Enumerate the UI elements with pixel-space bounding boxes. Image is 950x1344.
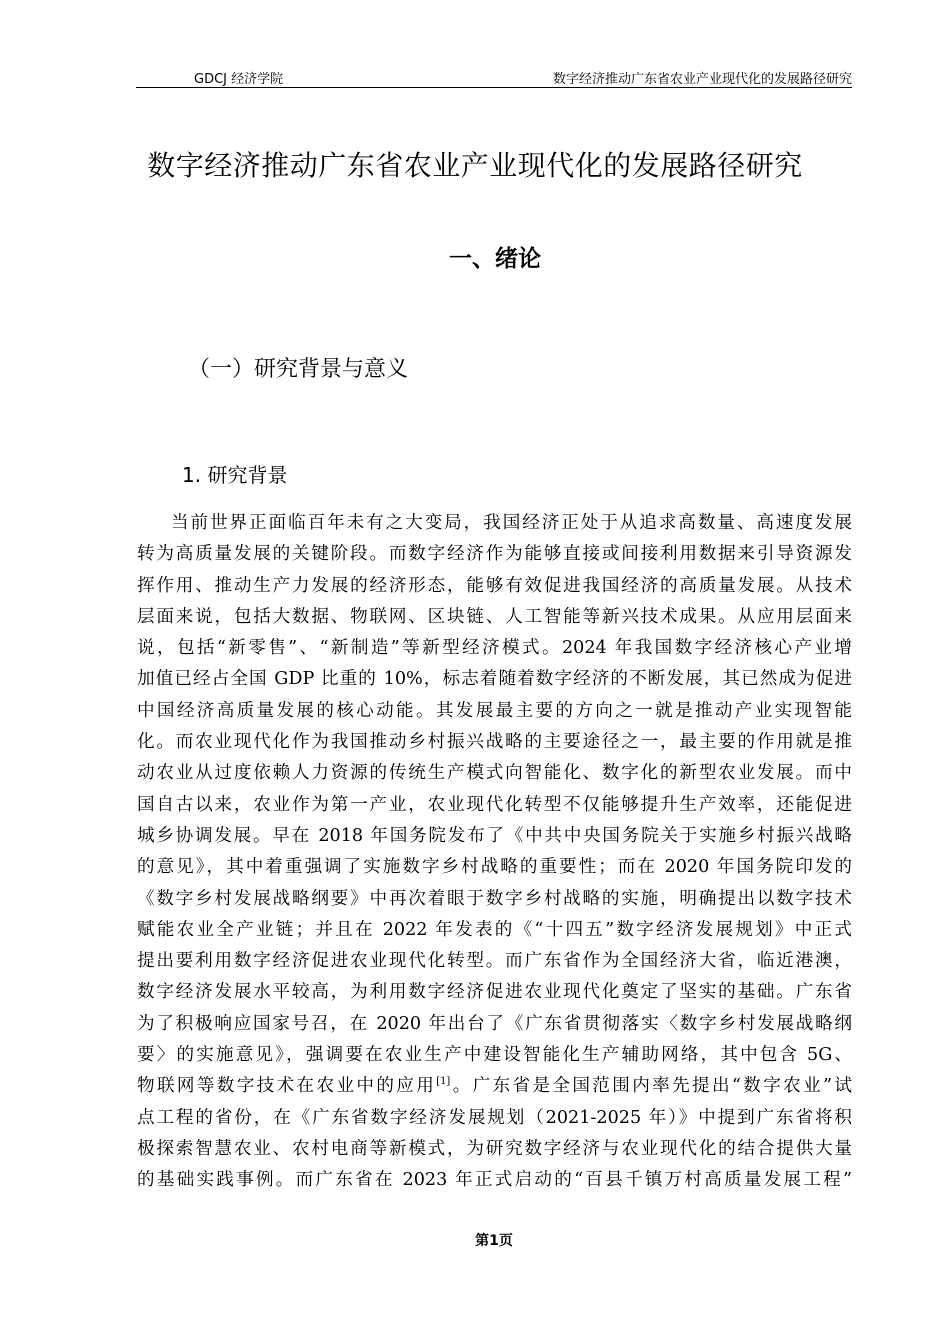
paragraph-line: 极探索智慧农业、农村电商等新模式，为研究数字经济与农业现代化的结合提供大量: [137, 1138, 852, 1159]
header-left-text: GDCJ 经济学院: [194, 72, 284, 87]
section-heading: （一）研究背景与意义: [188, 357, 409, 382]
page-number: 第1页: [475, 1233, 513, 1249]
paragraph-line: 中国经济高质量发展的核心动能。其发展最主要的方向之一就是推动产业实现智能: [137, 700, 852, 721]
paragraph-line: 国自古以来，农业作为第一产业，农业现代化转型不仅能够提升生产效率，还能促进: [137, 794, 852, 815]
body-paragraph: [137, 508, 852, 1197]
chapter-heading: 一、绪论: [449, 246, 541, 272]
paragraph-line: 层面来说，包括大数据、物联网、区块链、人工智能等新兴技术成果。从应用层面来: [137, 606, 852, 627]
paragraph-line: 提出要利用数字经济促进农业现代化转型。而广东省作为全国经济大省，临近港澳，: [137, 951, 852, 972]
paragraph-line-tail: 。广东省是全国范围内率先提出“数字农业”试: [450, 1076, 852, 1097]
paragraph-line: 的基础实践事例。而广东省在 2023 年正式启动的“百县千镇万村高质量发展工程”: [137, 1170, 852, 1191]
paragraph-line: 动农业从过度依赖人力资源的传统生产模式向智能化、数字化的新型农业发展。而中: [137, 763, 852, 784]
paragraph-line: 城乡协调发展。早在 2018 年国务院发布了《中共中央国务院关于实施乡村振兴战略: [137, 825, 852, 846]
paragraph-line: 加值已经占全国 GDP 比重的 10%，标志着随着数字经济的不断发展，其已然成为促进: [137, 669, 852, 690]
paragraph-line: 的意见》，其中着重强调了实施数字乡村战略的重要性；而在 2020 年国务院印发的: [137, 857, 852, 878]
header-right-text: 数字经济推动广东省农业产业现代化的发展路径研究: [552, 72, 852, 87]
paragraph-line-text: 物联网等数字技术在农业中的应用: [137, 1076, 437, 1097]
paragraph-line-with-citation: [137, 1071, 852, 1102]
page-header: [136, 66, 852, 88]
paragraph-line: 转为高质量发展的关键阶段。而数字经济作为能够直接或间接利用数据来引导资源发: [137, 544, 852, 565]
paragraph-line: 说，包括“新零售”、“新制造”等新型经济模式。2024 年我国数字经济核心产业增: [137, 638, 852, 659]
document-title: 数字经济推动广东省农业产业现代化的发展路径研究: [147, 149, 803, 182]
paragraph-line: 赋能农业全产业链；并且在 2022 年发表的《“十四五”数字经济发展规划》中正式: [137, 919, 852, 940]
paragraph-line: 点工程的省份，在《广东省数字经济发展规划（2021-2025 年）》中提到广东省将积: [137, 1107, 852, 1128]
citation-mark: [1]: [436, 1076, 451, 1088]
paragraph-line: 化。而农业现代化作为我国推动乡村振兴战略的主要途径之一，最主要的作用就是推: [137, 732, 852, 753]
header-divider: [136, 87, 852, 88]
paragraph-line: 当前世界正面临百年未有之大变局，我国经济正处于从追求高数量、高速度发展: [171, 513, 852, 533]
subsection-heading: 1. 研究背景: [182, 463, 288, 487]
paragraph-line: 挥作用、推动生产力发展的经济形态，能够有效促进我国经济的高质量发展。从技术: [137, 575, 852, 596]
paragraph-line: 要〉的实施意见》，强调要在农业生产中建设智能化生产辅助网络，其中包含 5G、: [137, 1045, 852, 1066]
paragraph-line: 数字经济发展水平较高，为利用数字经济促进农业现代化奠定了坚实的基础。广东省: [137, 982, 852, 1003]
paragraph-line: 《数字乡村发展战略纲要》中再次着眼于数字乡村战略的实施，明确提出以数字技术: [137, 888, 852, 909]
paragraph-line: 为了积极响应国家号召，在 2020 年出台了《广东省贯彻落实〈数字乡村发展战略纲: [137, 1013, 852, 1034]
